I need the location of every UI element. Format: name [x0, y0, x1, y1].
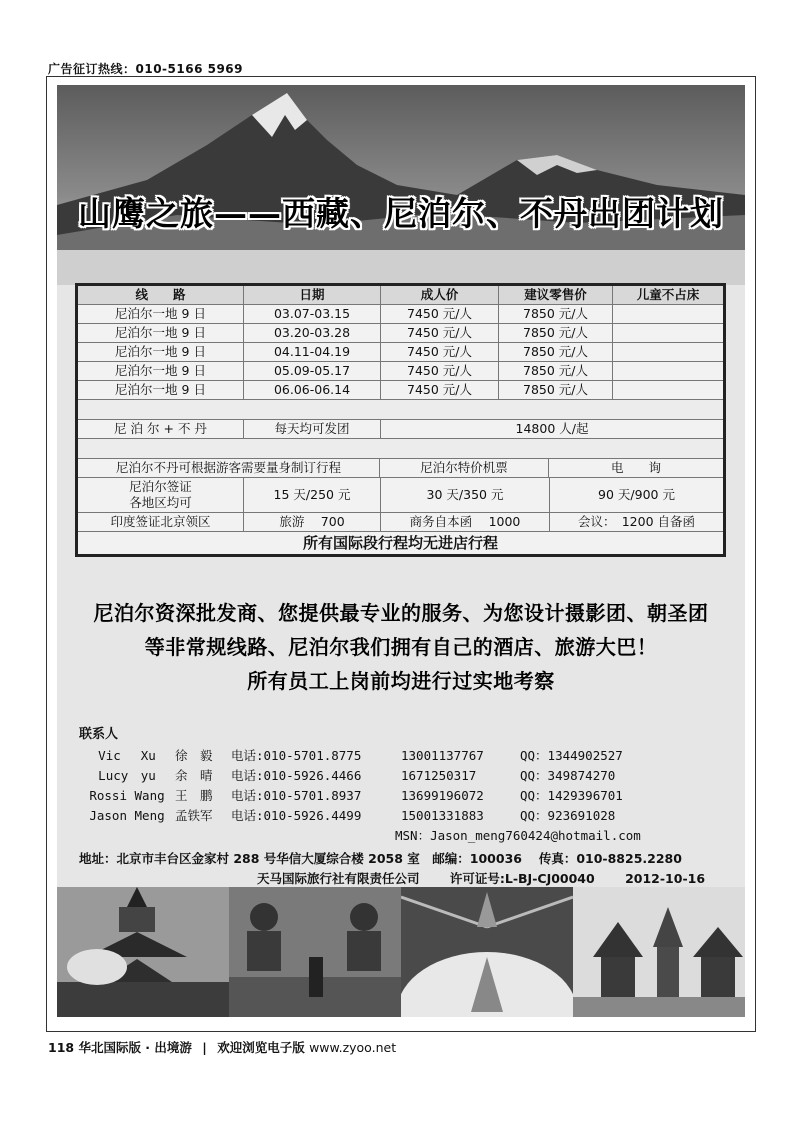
header-retail-price: 建议零售价 [499, 286, 613, 304]
cell-route: 尼泊尔一地 9 日 [78, 381, 244, 399]
table-row [78, 343, 723, 362]
durbar-square-photo [573, 887, 745, 1017]
cell-route: 尼泊尔一地 9 日 [78, 343, 244, 361]
contact-row [79, 766, 680, 786]
contact-en-name: Rossi Wang [89, 788, 165, 803]
cell-child [613, 324, 723, 342]
table-header [78, 286, 723, 305]
footer-url[interactable]: www.zyoo.net [309, 1040, 397, 1055]
contact-mobile: 13699196072 [401, 788, 484, 803]
footer-tagline: 欢迎浏览电子版 [217, 1040, 305, 1055]
poster-title: 山鹰之旅——西藏、尼泊尔、不丹出团计划 [78, 194, 724, 233]
cell-adult: 7450 元/人 [381, 324, 499, 342]
contacts-section [79, 723, 680, 846]
visa-label [78, 478, 244, 512]
contact-en-name: Vic Xu [98, 748, 156, 763]
footer-divider: | [202, 1040, 207, 1055]
ad-hotline: 广告征订热线：010-5166 5969 [48, 62, 244, 76]
header-adult-price: 成人价 [381, 286, 499, 304]
table-row [78, 381, 723, 400]
prayer-flags-photo [401, 887, 573, 1017]
visa-label-line1: 尼泊尔签证 [129, 479, 192, 494]
cell-retail: 7850 元/人 [499, 362, 613, 380]
contact-cn-name: 徐 毅 [175, 748, 213, 763]
publication-name: 华北国际版 · 出境游 [78, 1040, 192, 1055]
custom-row [78, 459, 723, 478]
table-footer [78, 532, 723, 554]
visa-label-line2: 各地区均可 [129, 495, 192, 510]
cell-adult: 7450 元/人 [381, 381, 499, 399]
table-row [78, 324, 723, 343]
india-business-price: 商务自本函 1000 [381, 513, 550, 531]
company-line [257, 869, 731, 887]
contact-row [79, 806, 680, 826]
header-date: 日期 [244, 286, 381, 304]
header-child: 儿童不占床 [636, 287, 700, 302]
cell-date: 05.09-05.17 [244, 362, 381, 380]
ticket-label: 尼泊尔特价机票 [380, 459, 549, 477]
table-row [78, 362, 723, 381]
cell-adult: 7450 元/人 [381, 362, 499, 380]
custom-note: 尼泊尔不丹可根据游客需要量身制订行程 [78, 459, 380, 477]
table-row [78, 305, 723, 324]
contact-phone: 电话:010-5926.4499 [231, 808, 362, 823]
company-name: 天马国际旅行社有限责任公司 [257, 871, 420, 886]
cell-date: 03.07-03.15 [244, 305, 381, 323]
photo-strip [57, 887, 745, 1017]
contact-phone: 电话:010-5926.4466 [231, 768, 362, 783]
cell-retail: 7850 元/人 [499, 324, 613, 342]
contact-mobile: 13001137767 [401, 748, 484, 763]
bhutan-schedule: 每天均可发团 [244, 420, 381, 438]
cell-child [613, 343, 723, 361]
mountain-hero [57, 85, 745, 285]
cell-date: 04.11-04.19 [244, 343, 381, 361]
slogan-line-3: 所有员工上岗前均进行过实地考察 [247, 669, 555, 693]
cell-child [613, 362, 723, 380]
contact-en-name: Lucy yu [98, 768, 156, 783]
india-visa-row [78, 513, 723, 532]
visa-15-days: 15 天/250 元 [244, 478, 381, 512]
cell-retail: 7850 元/人 [499, 343, 613, 361]
bhutan-price: 14800 人/起 [515, 421, 589, 436]
cell-date: 06.06-06.14 [244, 381, 381, 399]
contact-cn-name: 余 晴 [175, 768, 213, 783]
visa-90-days: 90 天/900 元 [598, 487, 675, 502]
cell-adult: 7450 元/人 [381, 305, 499, 323]
poster [57, 85, 745, 1017]
table-spacer [78, 439, 723, 459]
itinerary-table [75, 283, 726, 557]
page-number: 118 [48, 1040, 75, 1055]
address-line: 地址：北京市丰台区金家村 288 号华信大厦综合楼 2058 室 邮编：100036 传真：010-8825.2280 [79, 851, 682, 866]
contact-en-name: Jason Meng [89, 808, 165, 823]
cell-retail: 7850 元/人 [499, 381, 613, 399]
cell-child [613, 305, 723, 323]
india-visa-label: 印度签证北京领区 [78, 513, 244, 531]
mountain-illustration [57, 85, 745, 285]
slogan-line-2: 等非常规线路、尼泊尔我们拥有自己的酒店、旅游大巴！ [144, 635, 658, 659]
header-route: 线 路 [78, 286, 244, 304]
stupa-photo [57, 887, 229, 1017]
contact-qq: QQ：1344902527 [520, 748, 623, 763]
publish-date: 2012-10-16 [625, 871, 706, 886]
contacts-label: 联系人 [79, 727, 119, 742]
page-footer [48, 1038, 396, 1056]
bhutan-route: 尼 泊 尔 + 不 丹 [78, 420, 244, 438]
ad-frame [46, 76, 756, 1032]
india-tour-price: 旅游 700 [244, 513, 381, 531]
contact-row [79, 786, 680, 806]
bhutan-row [78, 420, 723, 439]
contact-mobile: 1671250317 [401, 768, 477, 783]
cell-route: 尼泊尔一地 9 日 [78, 324, 244, 342]
contact-msn: MSN：Jason_meng760424@hotmail.com [395, 828, 641, 843]
contact-cn-name: 孟铁军 [175, 808, 213, 823]
cell-date: 03.20-03.28 [244, 324, 381, 342]
table-spacer [78, 400, 723, 420]
contact-qq: QQ：349874270 [520, 768, 616, 783]
visa-row [78, 478, 723, 513]
cell-route: 尼泊尔一地 9 日 [78, 305, 244, 323]
cell-route: 尼泊尔一地 9 日 [78, 362, 244, 380]
contact-qq: QQ：923691028 [520, 808, 616, 823]
contact-mobile: 15001331883 [401, 808, 484, 823]
cell-adult: 7450 元/人 [381, 343, 499, 361]
india-meeting-price: 会议： 1200 自备函 [577, 514, 696, 529]
contact-phone: 电话:010-5701.8775 [231, 748, 362, 763]
contact-qq: QQ：1429396701 [520, 788, 623, 803]
cell-retail: 7850 元/人 [499, 305, 613, 323]
contact-cn-name: 王 鹏 [175, 788, 213, 803]
inquiry-label: 电 询 [610, 460, 661, 475]
contact-phone: 电话:010-5701.8937 [231, 788, 362, 803]
contact-row [79, 746, 680, 766]
slogan-line-1: 尼泊尔资深批发商、您提供最专业的服务、为您设计摄影团、朝圣团 [93, 601, 709, 625]
cell-child [613, 381, 723, 399]
temple-statues-photo [229, 887, 401, 1017]
license-number: 许可证号:L-BJ-CJ00040 [449, 871, 595, 886]
footer-note: 所有国际段行程均无进店行程 [302, 534, 498, 552]
visa-30-days: 30 天/350 元 [381, 478, 550, 512]
